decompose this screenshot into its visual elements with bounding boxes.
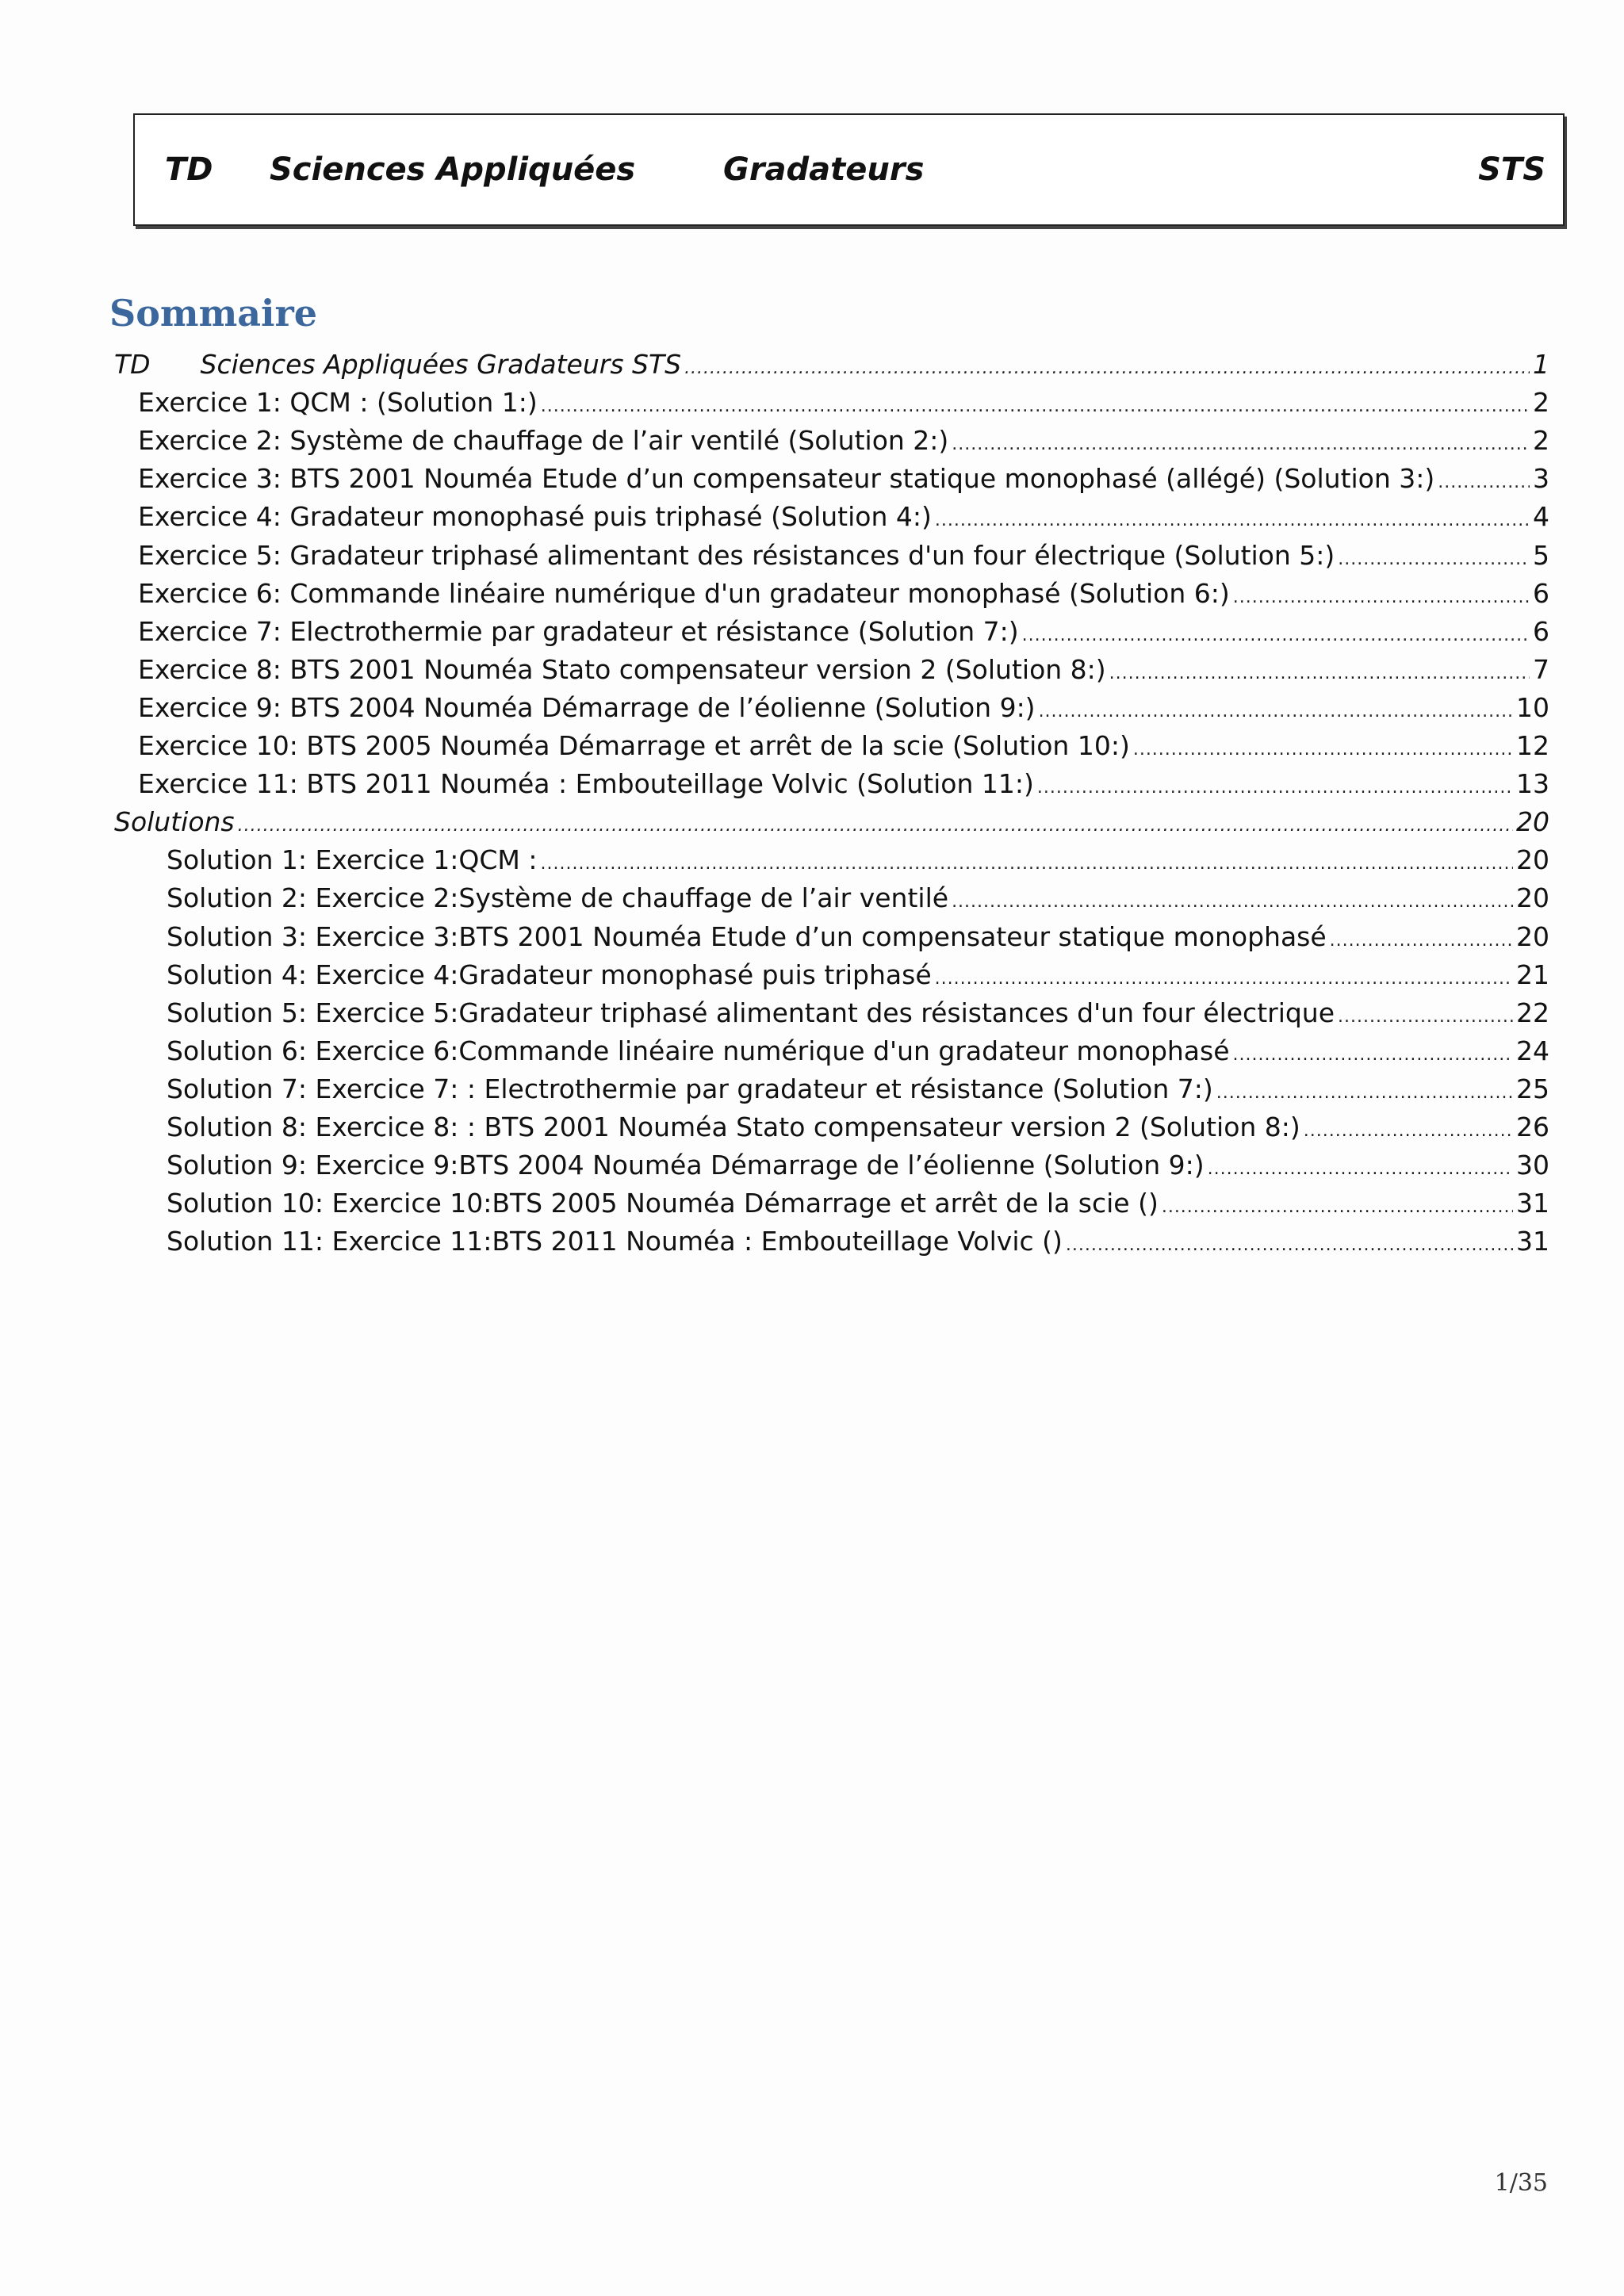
toc-entry-page: 20 (1516, 882, 1549, 913)
toc-entry-label: Exercice 10: BTS 2005 Nouméa Démarrage et arrêt de la scie (Solution 10:) (138, 730, 1130, 761)
toc-dot-leader (684, 346, 1530, 384)
toc-entry[interactable] (167, 1184, 1549, 1223)
toc-entry-label: Exercice 4: Gradateur monophasé puis triphasé (Solution 4:) (138, 501, 932, 532)
header-level: STS (1478, 151, 1545, 188)
toc-entry-label: Solution 4: Exercice 4:Gradateur monophasé puis triphasé (167, 959, 932, 990)
toc-entry-label: Exercice 6: Commande linéaire numérique d'un gradateur monophasé (Solution 6:) (138, 578, 1230, 609)
toc-entry-page: 7 (1533, 654, 1549, 685)
toc-entry-label: Solution 5: Exercice 5:Gradateur triphasé alimentant des résistances d'un four électrique (167, 997, 1335, 1028)
toc-entry-label: Exercice 3: BTS 2001 Nouméa Etude d’un compensateur statique monophasé (allégé) (Solution 3:) (138, 463, 1435, 494)
toc-entry-label: Exercice 8: BTS 2001 Nouméa Stato compensateur version 2 (Solution 8:) (138, 654, 1106, 685)
document-header-box (133, 113, 1565, 226)
toc-entry-page: 3 (1533, 463, 1549, 494)
toc-entry-label: Solution 1: Exercice 1:QCM : (167, 844, 538, 875)
toc-dot-leader (1233, 1032, 1513, 1070)
toc-entry[interactable] (138, 765, 1549, 803)
toc-dot-leader (1022, 613, 1530, 651)
toc-dot-leader (1037, 765, 1513, 803)
toc-entry-label: Solution 8: Exercice 8: : BTS 2001 Nouméa Stato compensateur version 2 (Solution 8:) (167, 1112, 1300, 1142)
toc-dot-leader (541, 841, 1514, 879)
toc-entry-label: TD Sciences Appliquées Gradateurs STS (114, 349, 682, 380)
toc-dot-leader (541, 384, 1530, 422)
toc-entry-label: Solution 11: Exercice 11:BTS 2011 Nouméa : Embouteillage Volvic () (167, 1226, 1063, 1257)
toc-dot-leader (952, 879, 1513, 917)
toc-dot-leader (1304, 1108, 1513, 1146)
toc-entry[interactable] (167, 1146, 1549, 1184)
toc-dot-leader (1039, 689, 1513, 727)
toc-dot-leader (238, 803, 1513, 841)
header-td: TD (165, 151, 213, 188)
toc-entry-page: 24 (1516, 1035, 1549, 1066)
toc-entry[interactable] (167, 994, 1549, 1032)
toc-entry[interactable] (114, 346, 1549, 384)
toc-entry[interactable] (167, 956, 1549, 994)
toc-entry-label: Exercice 2: Système de chauffage de l’air ventilé (Solution 2:) (138, 425, 949, 456)
toc-dot-leader (1338, 994, 1513, 1032)
toc-dot-leader (1233, 575, 1530, 613)
toc-entry-page: 4 (1533, 501, 1549, 532)
page-number: 1/35 (1494, 2169, 1548, 2197)
toc-entry-page: 13 (1516, 768, 1549, 799)
toc-entry[interactable] (138, 384, 1549, 422)
toc-dot-leader (952, 422, 1530, 460)
toc-entry-label: Solutions (114, 806, 235, 837)
toc-entry[interactable] (167, 879, 1549, 917)
toc-entry-label: Solution 10: Exercice 10:BTS 2005 Nouméa Démarrage et arrêt de la scie () (167, 1188, 1159, 1219)
toc-dot-leader (1216, 1070, 1513, 1108)
toc-entry-page: 10 (1516, 692, 1549, 723)
toc-entry[interactable] (167, 1032, 1549, 1070)
toc-entry-page: 21 (1516, 959, 1549, 990)
toc-entry-page: 12 (1516, 730, 1549, 761)
toc-entry-page: 26 (1516, 1112, 1549, 1142)
header-topic: Gradateurs (723, 151, 925, 188)
toc-entry-page: 6 (1533, 616, 1549, 647)
toc-entry-label: Solution 2: Exercice 2:Système de chauffage de l’air ventilé (167, 882, 949, 913)
toc-entry[interactable] (167, 1108, 1549, 1146)
toc-entry-page: 5 (1533, 540, 1549, 571)
toc-title: Sommaire (109, 292, 318, 335)
toc-entry-label: Exercice 9: BTS 2004 Nouméa Démarrage de l’éolienne (Solution 9:) (138, 692, 1036, 723)
toc-entry-page: 2 (1533, 387, 1549, 418)
toc-dot-leader (935, 498, 1530, 536)
toc-dot-leader (1162, 1184, 1513, 1223)
toc-entry[interactable] (167, 1223, 1549, 1261)
toc-entry-page: 2 (1533, 425, 1549, 456)
toc-entry-label: Solution 6: Exercice 6:Commande linéaire numérique d'un gradateur monophasé (167, 1035, 1230, 1066)
toc-dot-leader (1133, 727, 1513, 765)
toc-entry-page: 22 (1516, 997, 1549, 1028)
toc-entry[interactable] (138, 727, 1549, 765)
toc-entry-label: Solution 7: Exercice 7: : Electrothermie par gradateur et résistance (Solution 7:) (167, 1073, 1213, 1104)
toc-entry[interactable] (167, 918, 1549, 956)
toc-entry[interactable] (138, 689, 1549, 727)
toc-entry-page: 20 (1516, 806, 1549, 837)
toc-entry[interactable] (114, 803, 1549, 841)
toc-entry[interactable] (167, 1070, 1549, 1108)
toc-entry-label: Solution 3: Exercice 3:BTS 2001 Nouméa Etude d’un compensateur statique monophasé (167, 921, 1327, 952)
toc-entry-page: 6 (1533, 578, 1549, 609)
toc-dot-leader (1330, 918, 1513, 956)
toc-dot-leader (1438, 460, 1530, 498)
toc-dot-leader (1208, 1146, 1513, 1184)
toc-entry[interactable] (138, 422, 1549, 460)
toc-entry-page: 20 (1516, 844, 1549, 875)
toc-entry-page: 30 (1516, 1150, 1549, 1181)
toc-entry-page: 1 (1533, 349, 1549, 380)
toc-entry-page: 31 (1516, 1188, 1549, 1219)
toc-dot-leader (1109, 651, 1530, 689)
toc-dot-leader (1066, 1223, 1513, 1261)
toc-entry[interactable] (167, 841, 1549, 879)
toc-dot-leader (935, 956, 1513, 994)
toc-entry-label: Exercice 5: Gradateur triphasé alimentant des résistances d'un four électrique (Solution 5:) (138, 540, 1335, 571)
toc-entry-page: 31 (1516, 1226, 1549, 1257)
toc-entry-page: 20 (1516, 921, 1549, 952)
toc-entry-label: Exercice 11: BTS 2011 Nouméa : Embouteillage Volvic (Solution 11:) (138, 768, 1034, 799)
toc-entry[interactable] (138, 651, 1549, 689)
toc-entry[interactable] (138, 498, 1549, 536)
toc-entry-label: Exercice 1: QCM : (Solution 1:) (138, 387, 538, 418)
toc-entry[interactable] (138, 613, 1549, 651)
toc-entry-label: Solution 9: Exercice 9:BTS 2004 Nouméa Démarrage de l’éolienne (Solution 9:) (167, 1150, 1205, 1181)
toc-entry-page: 25 (1516, 1073, 1549, 1104)
header-subject: Sciences Appliquées (270, 151, 636, 188)
toc-entry[interactable] (138, 575, 1549, 613)
toc-entry[interactable] (138, 537, 1549, 575)
toc-entry-label: Exercice 7: Electrothermie par gradateur et résistance (Solution 7:) (138, 616, 1019, 647)
toc-entry[interactable] (138, 460, 1549, 498)
toc-dot-leader (1338, 537, 1530, 575)
